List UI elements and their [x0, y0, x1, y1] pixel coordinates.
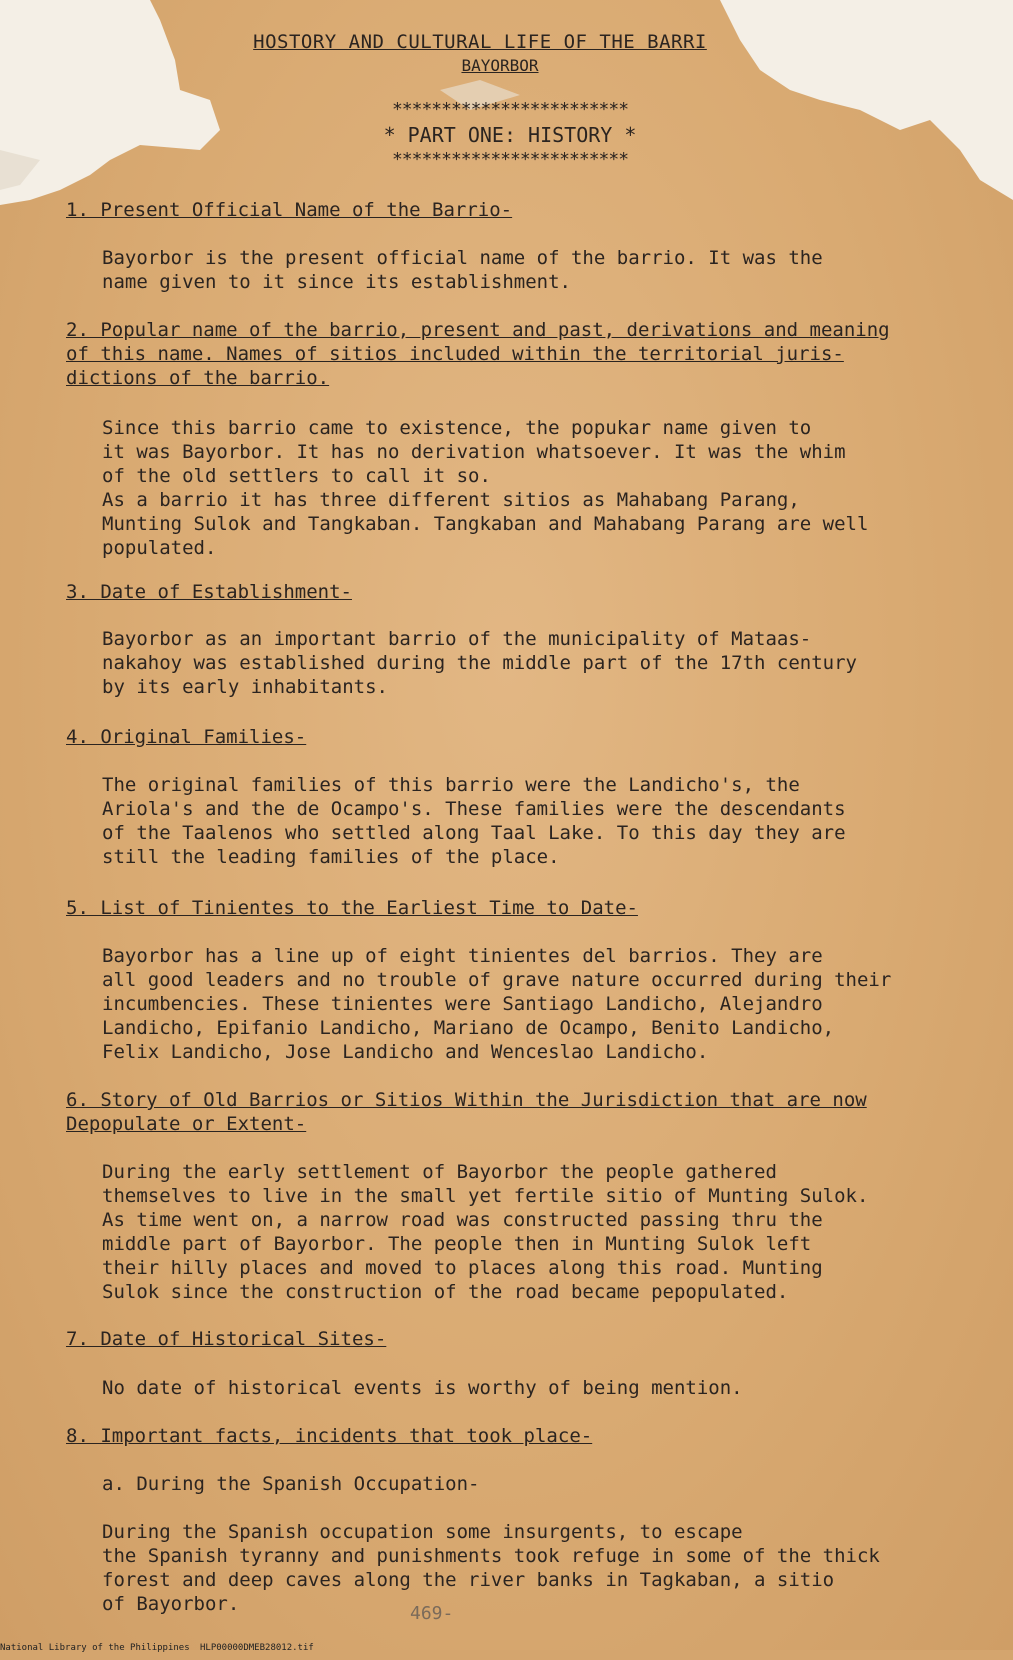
section-body-7: No date of historical events is worthy of being mention.	[102, 1377, 743, 1399]
section-body-2: Since this barrio came to existence, the popukar name given to it was Bayorbor. It has no derivation whatsoever. It was the whim of the old settlers to call it so. As a barrio it has three different sitios as Mahabang Parang, Munting Sulok and Tangkaban. Tangkaban and Mahabang Parang are well populated.	[102, 417, 869, 559]
section-heading-4: 4. Original Families-	[66, 726, 307, 748]
section-heading-3: 3. Date of Establishment-	[66, 581, 352, 603]
section-body-4: The original families of this barrio were the Landicho's, the Ariola's and the de Ocampo's. These families were the descendants of the Taalenos who settled along Taal Lake. To this day they are still the leading families of the place.	[102, 774, 846, 868]
star-divider-bottom: ************************	[391, 149, 629, 170]
section-body-6: During the early settlement of Bayorbor the people gathered themselves to live in the small yet fertile sitio of Munting Sulok. As time went on, a narrow road was constructed passing thru the middle part of Bayorbor. The people then in Munting Sulok left their hilly places and moved to places along this road. Munting Sulok since the construction of the road became pepopulated.	[102, 1161, 869, 1303]
document-subtitle: BAYORBOR	[461, 56, 539, 75]
star-divider-top: ************************	[391, 99, 629, 120]
section-body-5: Bayorbor has a line up of eight tinientes del barrios. They are all good leaders and no trouble of grave nature occurred during their incumbencies. These tinientes were Santiago Landicho, Alejandro Landicho, Epifanio Landicho, Mariano de Ocampo, Benito Landicho, Felix Landicho, Jose Landicho and Wenceslao Landicho.	[102, 945, 892, 1063]
section-heading-5: 5. List of Tinientes to the Earliest Time to Date-	[66, 897, 638, 919]
section-heading-8: 8. Important facts, incidents that took place-	[66, 1425, 593, 1447]
section-body-1: Bayorbor is the present official name of the barrio. It was the name given to it since its establishment.	[102, 247, 823, 293]
section-body-8: During the Spanish occupation some insurgents, to escape the Spanish tyranny and punishments took refuge in some of the thick forest and deep caves along the river banks in Tagkaban, a sitio of Bayorbor.	[102, 1521, 880, 1615]
section-heading-6: 6. Story of Old Barrios or Sitios Within the Jurisdiction that are now Depopulate or Extent-	[66, 1089, 867, 1135]
section-heading-2: 2. Popular name of the barrio, present and past, derivations and meaning of this name. Names of sitios included within the territorial juris- dictions of the barrio.	[66, 319, 890, 389]
document-title: HOSTORY AND CULTURAL LIFE OF THE BARRI	[253, 31, 707, 53]
page-number: 469-	[410, 1603, 454, 1624]
part-heading: * PART ONE: HISTORY *	[383, 123, 637, 147]
subsection-heading-8a: a. During the Spanish Occupation-	[102, 1473, 480, 1495]
footer-library: National Library of the Philippines	[0, 1643, 190, 1653]
section-heading-7: 7. Date of Historical Sites-	[66, 1328, 387, 1350]
section-body-3: Bayorbor as an important barrio of the municipality of Mataas- nakahoy was established during the middle part of the 17th century by its early inhabitants.	[102, 628, 857, 698]
footer-file: HLP00000DMEB28012.tif	[200, 1643, 314, 1653]
section-heading-1: 1. Present Official Name of the Barrio-	[66, 199, 513, 221]
